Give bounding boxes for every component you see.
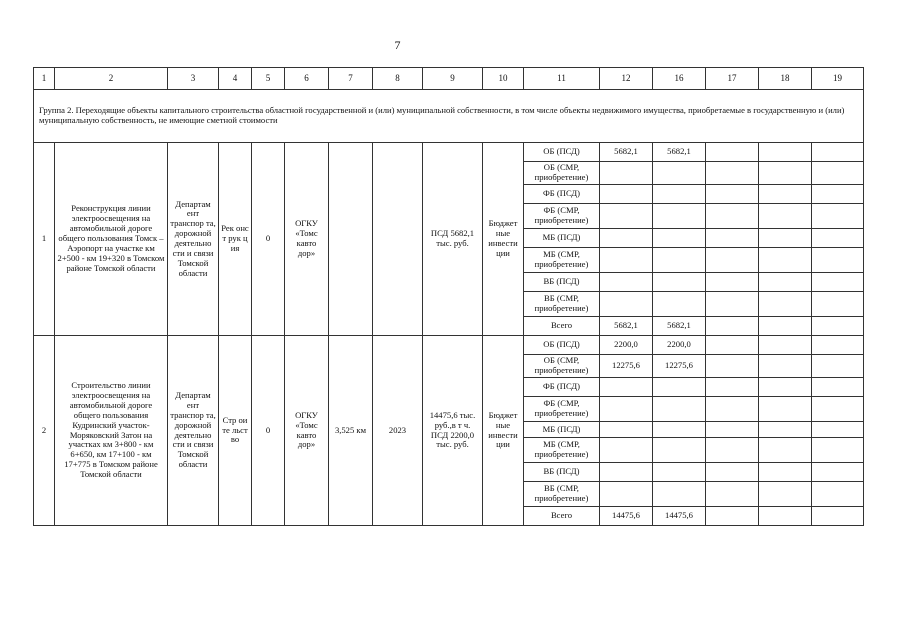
value-col-18 [759,482,812,507]
funding-source-label: ФБ (СМР, приобретение) [524,204,600,229]
value-col-17 [706,204,759,229]
value-col-18 [759,463,812,482]
col-header: 18 [759,68,812,90]
funding-source-label: МБ (ПСД) [524,422,600,438]
value-col-19 [812,229,864,248]
investment-objects-table [33,67,864,526]
col-header: 11 [524,68,600,90]
value-col-19 [812,463,864,482]
funding-source-label: ОБ (СМР, приобретение) [524,355,600,378]
value-col-18 [759,292,812,317]
col-header: 5 [252,68,285,90]
col-header: 7 [329,68,373,90]
value-col-18 [759,204,812,229]
value-col-16: 5682,1 [653,317,706,336]
funding-source-label: ОБ (СМР, приобретение) [524,162,600,185]
value-col-19 [812,397,864,422]
funding-source-label: ФБ (ПСД) [524,378,600,397]
value-col-17 [706,378,759,397]
value-col-19 [812,185,864,204]
capacity-cell [329,143,373,336]
col-header: 19 [812,68,864,90]
value-col-12 [600,248,653,273]
value-col-12 [600,229,653,248]
value-col-18 [759,229,812,248]
object-name-cell: Реконструкция линии электроосвещения на автомобильной дороге общего пользования Томск – Аэропорт на участке км 2+500 - км 19+320 в Томском районе Томской области [55,143,168,336]
cost-cell: ПСД 5682,1 тыс. руб. [423,143,483,336]
value-col-18 [759,336,812,355]
column-5-cell: 0 [252,336,285,526]
group-title: Группа 2. Переходящие объекты капитального строительства областной государственной и (или) муниципальной собственности, в том числе объекты недвижимого имущества, приобретаемые в государственную и (или) муниципальную собственность, не имеющие сметной стоимости [34,90,864,143]
value-col-19 [812,317,864,336]
value-col-19 [812,378,864,397]
value-col-12 [600,438,653,463]
cost-cell: 14475,6 тыс. руб.,в т ч. ПСД 2200,0 тыс. руб. [423,336,483,526]
value-col-12 [600,292,653,317]
customer-cell: ОГКУ «Томс кавто дор» [285,143,329,336]
value-col-12: 12275,6 [600,355,653,378]
page-number: 7 [394,38,401,52]
value-col-16: 2200,0 [653,336,706,355]
value-col-16 [653,248,706,273]
value-col-19 [812,292,864,317]
value-col-17 [706,143,759,162]
value-col-17 [706,397,759,422]
col-header: 1 [34,68,55,90]
funding-source-label: ВБ (СМР, приобретение) [524,292,600,317]
capacity-cell: 3,525 км [329,336,373,526]
funding-source-label: ФБ (ПСД) [524,185,600,204]
value-col-18 [759,422,812,438]
value-col-16 [653,482,706,507]
value-col-19 [812,248,864,273]
customer-cell: ОГКУ «Томс кавто дор» [285,336,329,526]
funding-source-label: МБ (ПСД) [524,229,600,248]
value-col-17 [706,229,759,248]
col-header: 8 [373,68,423,90]
col-header: 3 [168,68,219,90]
value-col-16: 14475,6 [653,507,706,526]
col-header: 10 [483,68,524,90]
row-number-cell: 1 [34,143,55,336]
column-number-header-row [34,68,864,90]
value-col-16 [653,162,706,185]
work-type-cell: Стр оите льст во [219,336,252,526]
value-col-17 [706,292,759,317]
value-col-17 [706,248,759,273]
funding-source-label: Всего [524,507,600,526]
value-col-12 [600,482,653,507]
value-col-17 [706,336,759,355]
value-col-19 [812,143,864,162]
value-col-16: 5682,1 [653,143,706,162]
value-col-12 [600,273,653,292]
value-col-16: 12275,6 [653,355,706,378]
value-col-18 [759,162,812,185]
col-header: 17 [706,68,759,90]
value-col-12: 2200,0 [600,336,653,355]
value-col-18 [759,355,812,378]
value-col-16 [653,397,706,422]
value-col-17 [706,355,759,378]
funding-source-label: Всего [524,317,600,336]
funding-source-label: ОБ (ПСД) [524,143,600,162]
table-row [34,336,864,355]
group-title-row [34,90,864,143]
value-col-12 [600,378,653,397]
value-col-19 [812,482,864,507]
col-header: 16 [653,68,706,90]
year-cell: 2023 [373,336,423,526]
value-col-12 [600,185,653,204]
value-col-17 [706,317,759,336]
value-col-16 [653,292,706,317]
value-col-18 [759,438,812,463]
value-col-12 [600,422,653,438]
value-col-16 [653,204,706,229]
value-col-16 [653,229,706,248]
value-col-19 [812,162,864,185]
col-header: 6 [285,68,329,90]
value-col-12 [600,463,653,482]
investment-type-cell: Бюджет ные инвести ции [483,336,524,526]
column-5-cell: 0 [252,143,285,336]
value-col-17 [706,273,759,292]
funding-source-label: ВБ (ПСД) [524,463,600,482]
value-col-19 [812,355,864,378]
value-col-16 [653,185,706,204]
value-col-17 [706,482,759,507]
value-col-12 [600,397,653,422]
funding-source-label: МБ (СМР, приобретение) [524,438,600,463]
value-col-17 [706,463,759,482]
department-cell: Департам ент транспор та, дорожной деятельно сти и связи Томской области [168,336,219,526]
department-cell: Департам ент транспор та, дорожной деятельно сти и связи Томской области [168,143,219,336]
value-col-18 [759,273,812,292]
value-col-16 [653,438,706,463]
funding-source-label: ФБ (СМР, приобретение) [524,397,600,422]
value-col-12: 5682,1 [600,317,653,336]
value-col-17 [706,507,759,526]
object-name-cell: Строительство линии электроосвещения на автомобильной дороге общего пользования Кудринский участок-Моряковский Затон на участках км 3+800 - км 6+650, км 17+100 - км 17+775 в Томском районе Томской области [55,336,168,526]
row-number-cell: 2 [34,336,55,526]
value-col-17 [706,162,759,185]
value-col-19 [812,336,864,355]
value-col-16 [653,463,706,482]
table-row [34,143,864,162]
value-col-17 [706,422,759,438]
value-col-18 [759,378,812,397]
value-col-16 [653,273,706,292]
value-col-16 [653,378,706,397]
value-col-12: 14475,6 [600,507,653,526]
value-col-12: 5682,1 [600,143,653,162]
value-col-12 [600,204,653,229]
value-col-17 [706,185,759,204]
investment-type-cell: Бюджет ные инвести ции [483,143,524,336]
funding-source-label: ОБ (ПСД) [524,336,600,355]
funding-source-label: ВБ (ПСД) [524,273,600,292]
work-type-cell: Рек онст рук ция [219,143,252,336]
funding-source-label: ВБ (СМР, приобретение) [524,482,600,507]
value-col-16 [653,422,706,438]
value-col-12 [600,162,653,185]
value-col-18 [759,397,812,422]
value-col-18 [759,185,812,204]
value-col-19 [812,438,864,463]
col-header: 12 [600,68,653,90]
col-header: 9 [423,68,483,90]
value-col-18 [759,317,812,336]
value-col-18 [759,507,812,526]
value-col-18 [759,143,812,162]
year-cell [373,143,423,336]
value-col-17 [706,438,759,463]
col-header: 2 [55,68,168,90]
value-col-19 [812,507,864,526]
value-col-19 [812,273,864,292]
value-col-19 [812,422,864,438]
funding-source-label: МБ (СМР, приобретение) [524,248,600,273]
value-col-18 [759,248,812,273]
col-header: 4 [219,68,252,90]
value-col-19 [812,204,864,229]
